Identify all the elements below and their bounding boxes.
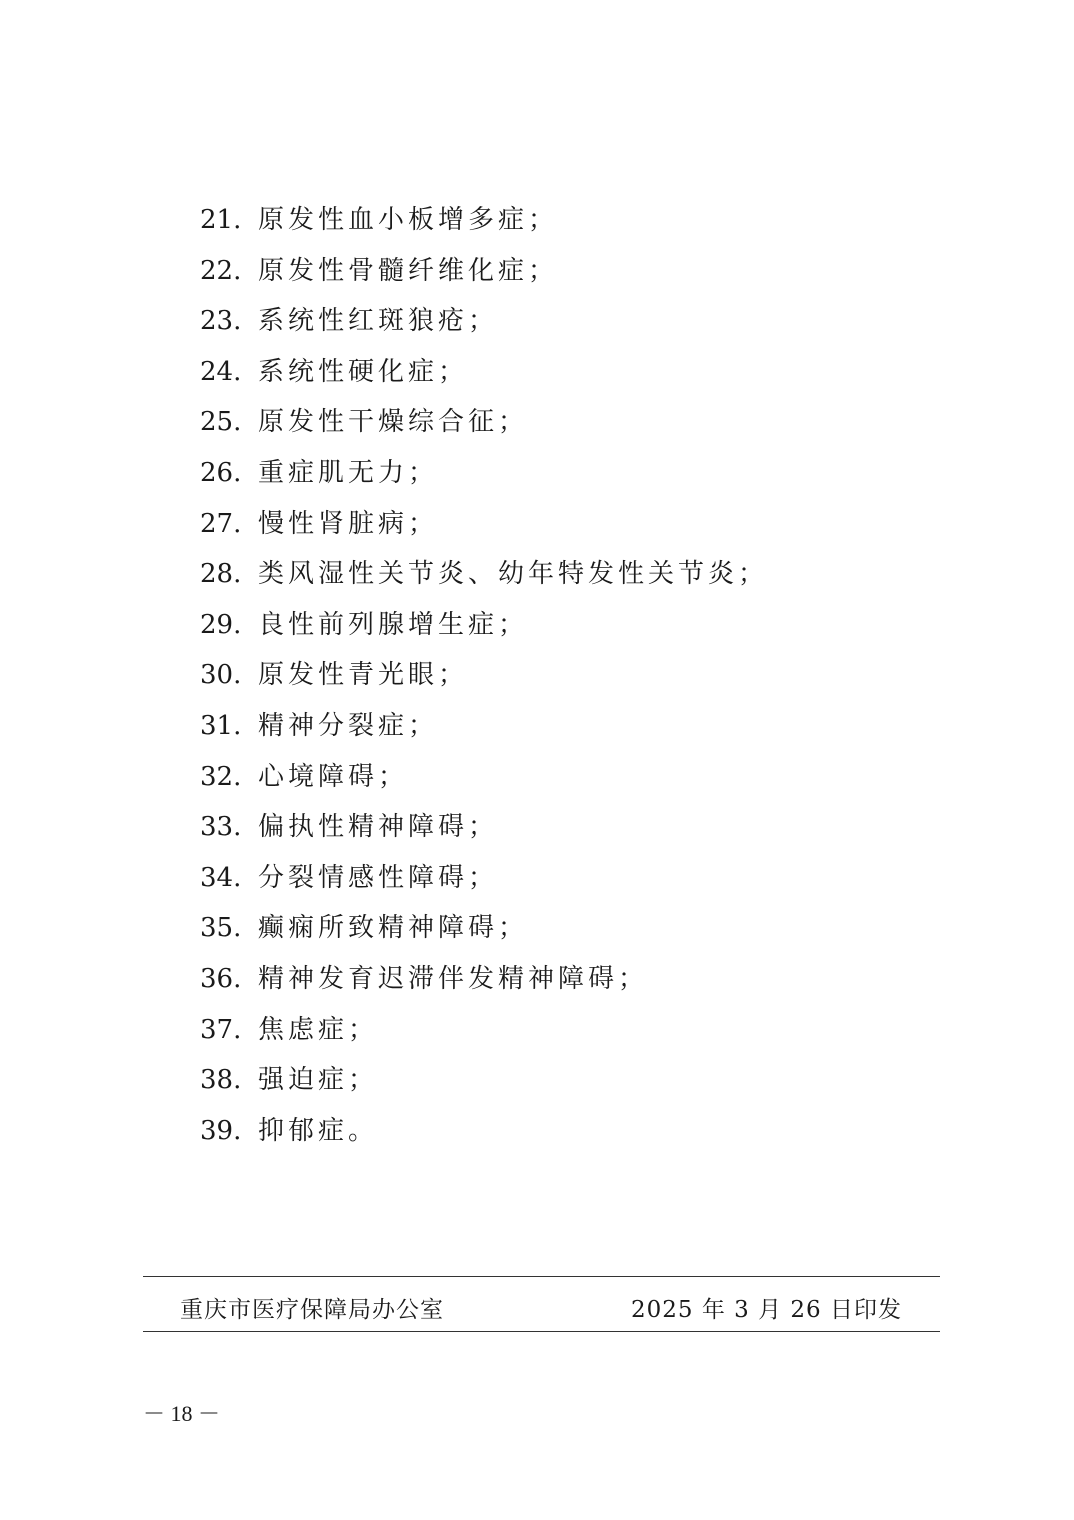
item-text: 慢性肾脏病； [258,508,439,539]
item-number: 25. [200,407,242,438]
item-number: 30. [200,660,242,691]
list-item [200,398,768,449]
item-text: 良性前列腺增生症； [258,609,529,640]
item-number: 24. [200,356,242,387]
page-number: － 18 － [143,1401,221,1426]
item-text: 偏执性精神障碍； [258,812,499,843]
item-text: 强迫症； [258,1065,379,1096]
list-item [200,247,768,298]
issuing-office: 重庆市医疗保障局办公室 [180,1297,444,1323]
item-text: 精神分裂症； [258,710,439,741]
item-number: 33. [200,812,242,843]
footer-bottom-rule [143,1331,940,1332]
list-item [200,550,768,601]
list-item [200,854,768,905]
list-item [200,651,768,702]
disease-list [200,196,768,1157]
item-number: 39. [200,1115,242,1146]
item-text: 抑郁症。 [258,1115,379,1146]
footer-top-rule [143,1276,940,1277]
list-item [200,702,768,753]
item-number: 21. [200,205,242,235]
item-number: 38. [200,1065,242,1096]
item-number: 34. [200,862,242,893]
item-text: 焦虑症； [258,1014,379,1045]
item-text: 系统性硬化症； [258,356,469,387]
item-number: 31. [200,710,242,741]
item-text: 系统性红斑狼疮； [258,306,499,337]
list-item [200,348,768,399]
list-item [200,1006,768,1057]
list-item [200,601,768,652]
list-item [200,1056,768,1107]
list-item [200,449,768,500]
item-number: 36. [200,963,242,994]
issue-date: 2025 年 3 月 26 日印发 [631,1297,902,1323]
list-item [200,955,768,1006]
item-text: 重症肌无力； [258,457,439,488]
item-text: 类风湿性关节炎、幼年特发性关节炎； [258,559,769,590]
list-item [200,753,768,804]
item-number: 23. [200,306,242,337]
item-number: 22. [200,255,242,286]
item-text: 原发性干燥综合征； [258,407,529,438]
item-text: 分裂情感性障碍； [258,862,499,893]
item-text: 原发性青光眼； [258,660,469,691]
item-number: 37. [200,1014,242,1045]
list-item [200,500,768,551]
item-number: 32. [200,761,242,792]
item-number: 28. [200,559,242,590]
list-item [200,297,768,348]
list-item [200,803,768,854]
list-item [200,904,768,955]
item-number: 26. [200,457,242,488]
item-text: 原发性骨髓纤维化症； [258,255,559,286]
item-number: 35. [200,913,242,944]
item-number: 29. [200,609,242,640]
item-number: 27. [200,508,242,539]
list-item [200,196,768,247]
item-text: 心境障碍； [258,761,409,792]
list-item [200,1107,768,1158]
item-text: 癫痫所致精神障碍； [258,913,529,944]
item-text: 精神发育迟滞伴发精神障碍； [258,963,649,994]
item-text: 原发性血小板增多症； [258,205,559,235]
